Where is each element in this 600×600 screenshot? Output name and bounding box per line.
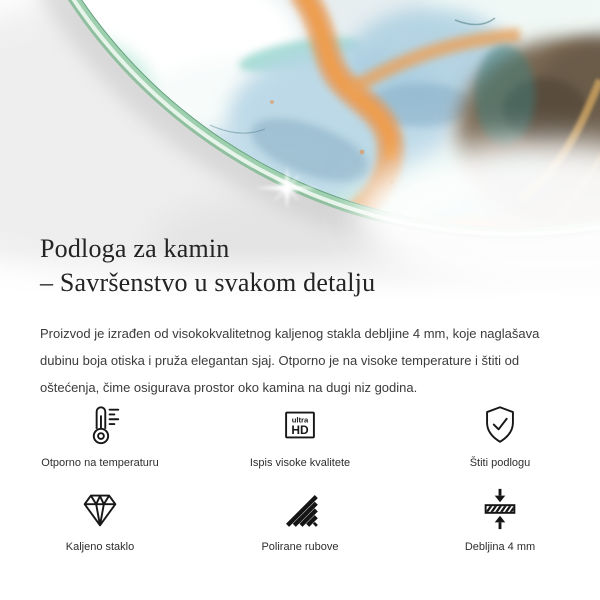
- diamond-icon: [77, 482, 123, 532]
- thickness-icon: [477, 482, 523, 532]
- page-title-line1: Podloga za kamin: [40, 234, 230, 263]
- shield-check-icon: [477, 398, 523, 448]
- feature-label: Štiti podlogu: [469, 457, 531, 469]
- feature-thickness: [400, 482, 600, 554]
- thermometer-icon: [77, 398, 123, 448]
- features-grid: [0, 398, 600, 554]
- product-description: Proizvod je izrađen od visokokvalitetnog kaljenog stakla debljine 4 mm, koje naglašava dubinu boja otiska i pruža elegantan sjaj. Otporno je na visoke temperature i štiti od oštećenja, čime osigurava prostor oko kamina na dugi niz godina.: [40, 326, 540, 395]
- feature-temperature: [0, 398, 200, 470]
- feature-label: Kaljeno staklo: [65, 541, 135, 553]
- svg-text:ultra: ultra: [291, 415, 309, 425]
- page-title: [40, 232, 375, 300]
- ultra-hd-icon: [277, 398, 323, 448]
- svg-text:HD: HD: [291, 423, 309, 438]
- feature-print-quality: [200, 398, 400, 470]
- feature-protects: [400, 398, 600, 470]
- page-title-line2: – Savršenstvo u svakom detalju: [40, 268, 376, 297]
- feature-label: Debljina 4 mm: [464, 541, 536, 553]
- feature-label: Otporno na temperaturu: [41, 457, 159, 469]
- polished-edges-icon: [277, 482, 323, 532]
- feature-label: Ispis visoke kvalitete: [249, 457, 351, 469]
- feature-label: Polirane rubove: [261, 541, 339, 553]
- feature-tempered-glass: [0, 482, 200, 554]
- feature-polished-edges: [200, 482, 400, 554]
